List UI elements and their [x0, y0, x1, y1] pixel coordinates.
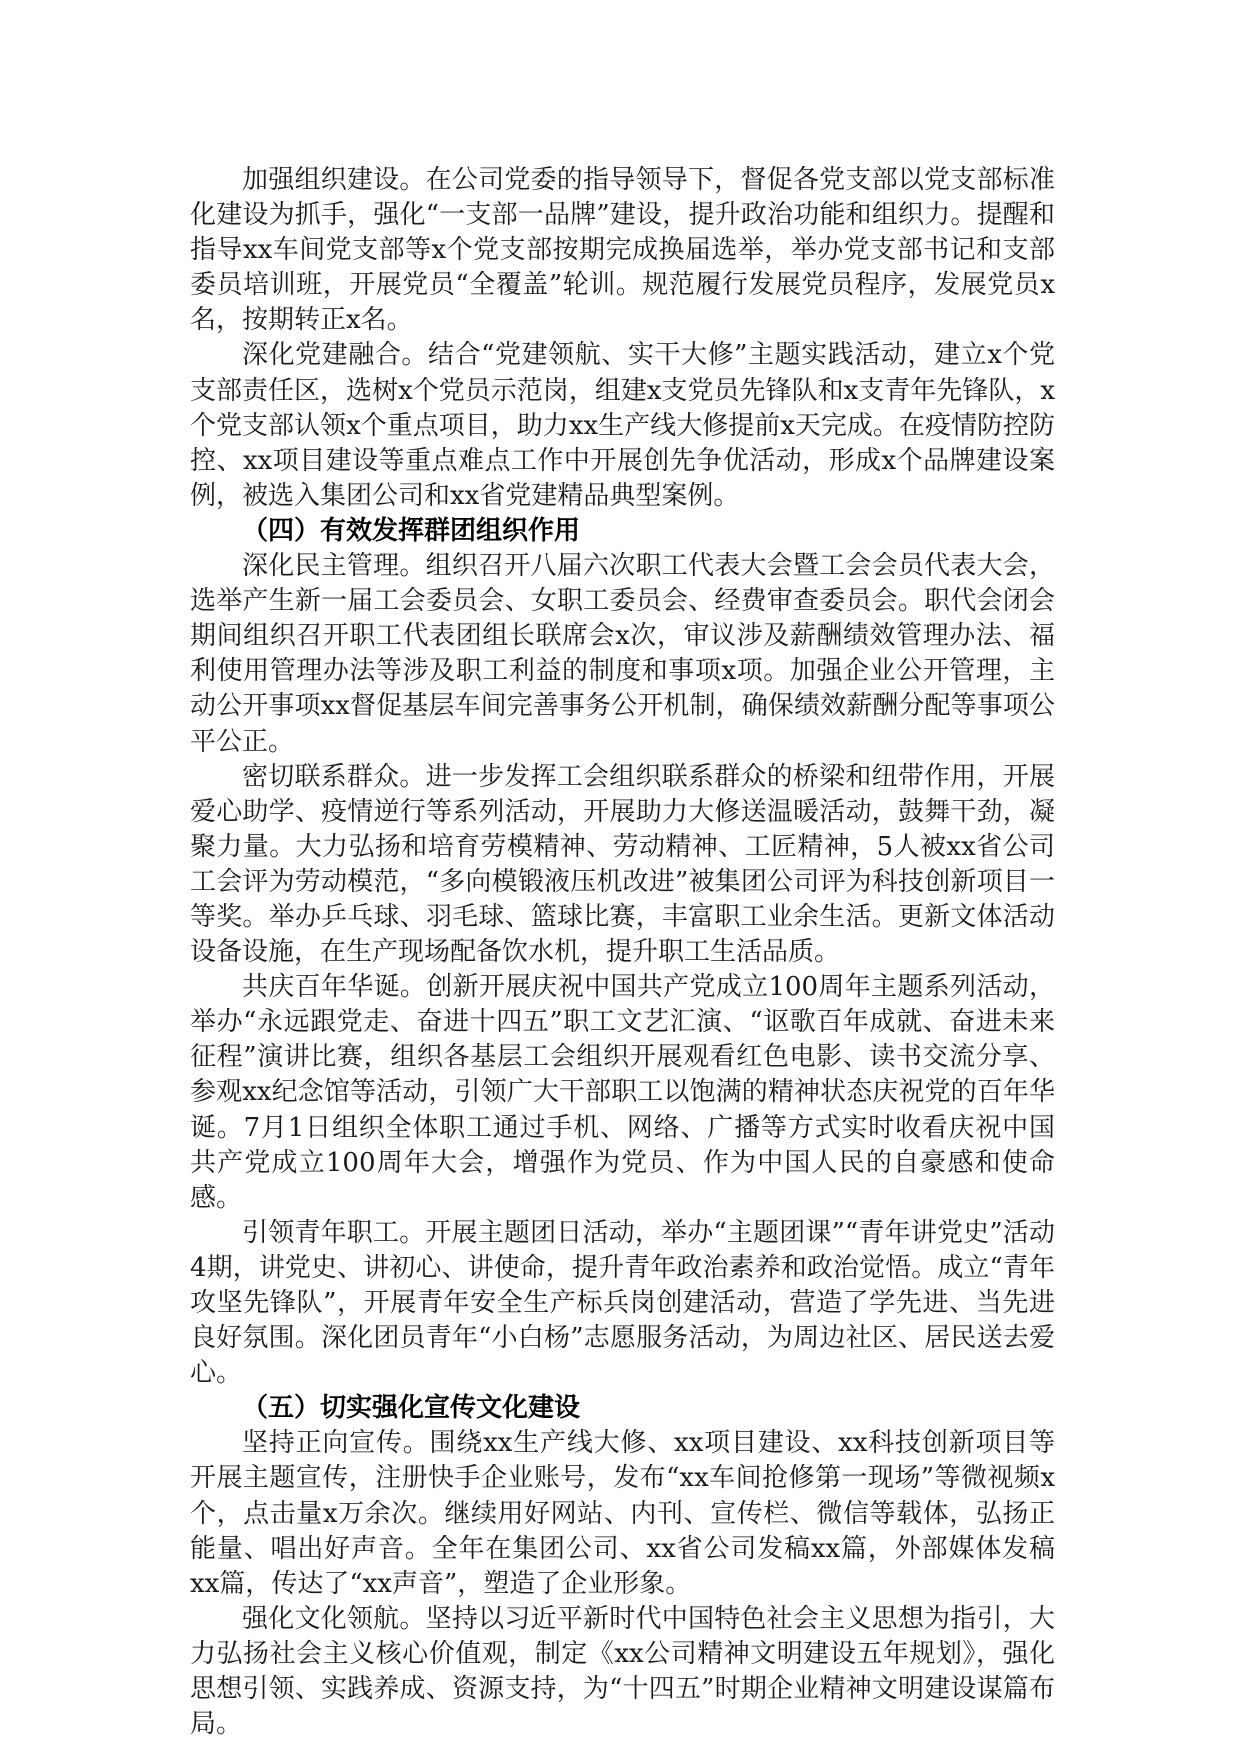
paragraph-positive-publicity: 坚持正向宣传。围绕xx生产线大修、xx项目建设、xx科技创新项目等开展主题宣传，注册快手企业账号，发布“xx车间抢修第一现场”等微视频x个，点击量x万余次。继续用好网站、内刊、宣传栏、微信等载体，弘扬正能量、唱出好声音。全年在集团公司、xx省公司发稿xx篇，外部媒体发稿xx篇，传达了“xx声音”，塑造了企业形象。 — [190, 1428, 1055, 1599]
paragraph-contact-masses: 密切联系群众。进一步发挥工会组织联系群众的桥梁和纽带作用，开展爱心助学、疫情逆行等系列活动，开展助力大修送温暖活动，鼓舞干劲，凝聚力量。大力弘扬和培育劳模精神、劳动精神、工匠精神，5人被xx省公司工会评为劳动模范，“多向模锻液压机改进”被集团公司评为科技创新项目一等奖。举办乒乓球、羽毛球、篮球比赛，丰富职工业余生活。更新文体活动设备设施，在生产现场配备饮水机，提升职工生活品质。 — [190, 761, 1055, 968]
section-heading-mass-organizations: （四）有效发挥群团组织作用 — [242, 515, 581, 546]
section-heading-publicity-culture: （五）切实强化宣传文化建设 — [242, 1393, 581, 1424]
document-page — [190, 163, 1055, 1742]
paragraph-youth-leadership: 引领青年职工。开展主题团日活动，举办“主题团课”“青年讲党史”活动4期，讲党史、讲初心、讲使命，提升青年政治素养和政治觉悟。成立“青年攻坚先锋队”，开展青年安全生产标兵岗创建活动，营造了学先进、当先进良好氛围。深化团员青年“小白杨”志愿服务活动，为周边社区、居民送去爱心。 — [190, 1217, 1055, 1389]
paragraph-centenary-celebration: 共庆百年华诞。创新开展庆祝中国共产党成立100周年主题系列活动，举办“永远跟党走、奋进十四五”职工文艺汇演、“讴歌百年成就、奋进未来征程”演讲比赛，组织各基层工会组织开展观看红色电影、读书交流分享、参观xx纪念馆等活动，引领广大干部职工以饱满的精神状态庆祝党的百年华诞。7月1日组织全体职工通过手机、网络、广播等方式实时收看庆祝中国共产党成立100周年大会，增强作为党员、作为中国人民的自豪感和使命感。 — [190, 972, 1055, 1213]
paragraph-cultural-leadership: 强化文化领航。坚持以习近平新时代中国特色社会主义思想为指引，大力弘扬社会主义核心价值观，制定《xx公司精神文明建设五年规划》，强化思想引领、实践养成、资源支持，为“十四五”时期企业精神文明建设谋篇布局。 — [190, 1603, 1055, 1740]
paragraph-party-integration: 深化党建融合。结合“党建领航、实干大修”主题实践活动，建立x个党支部责任区，选树x个党员示范岗，组建x支党员先锋队和x支青年先锋队，x个党支部认领x个重点项目，助力xx生产线大修提前x天完成。在疫情防控防控、xx项目建设等重点难点工作中开展创先争优活动，形成x个品牌建设案例，被选入集团公司和xx省党建精品典型案例。 — [190, 340, 1055, 511]
paragraph-organization-building: 加强组织建设。在公司党委的指导领导下，督促各党支部以党支部标准化建设为抓手，强化“一支部一品牌”建设，提升政治功能和组织力。提醒和指导xx车间党支部等x个党支部按期完成换届选举，举办党支部书记和支部委员培训班，开展党员“全覆盖”轮训。规范履行发展党员程序，发展党员x名，按期转正x名。 — [190, 165, 1055, 336]
paragraph-democratic-management: 深化民主管理。组织召开八届六次职工代表大会暨工会会员代表大会，选举产生新一届工会委员会、女职工委员会、经费审查委员会。职代会闭会期间组织召开职工代表团组长联席会x次，审议涉及薪酬绩效管理办法、福利使用管理办法等涉及职工利益的制度和事项x项。加强企业公开管理，主动公开事项xx督促基层车间完善事务公开机制，确保绩效薪酬分配等事项公平公正。 — [190, 551, 1055, 757]
